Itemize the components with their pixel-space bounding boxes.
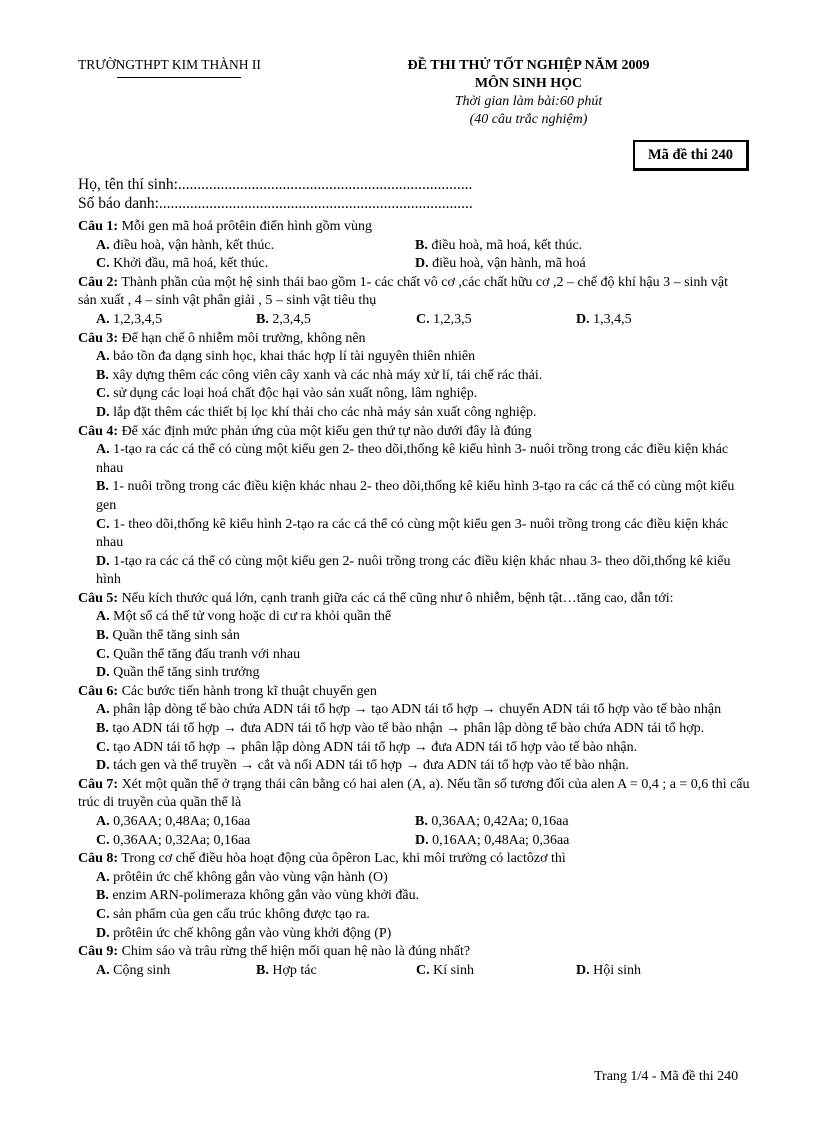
option-c: C. 0,36AA; 0,32Aa; 0,16aa <box>96 832 251 848</box>
option-d: D. điều hoà, vận hành, mã hoá <box>415 256 586 272</box>
question-text: Thành phần của một hệ sinh thái bao gồm 1- các chất vô cơ ,các chất hữu cơ ,2 – chế độ khí hậu 3 – sinh vật sản xuất , 4 – sinh vật phân giải , 5 – sinh vật tiêu thụ <box>78 274 729 309</box>
question-label: Câu 6: <box>78 683 119 699</box>
option-d: D. 1-tạo ra các cá thể có cùng một kiểu gen 2- nuôi trồng trong các điều kiện khác nhau 3- theo dõi,thống kê kiểu hình <box>96 553 731 588</box>
subject-title: MÔN SINH HỌC <box>474 76 583 91</box>
question-label: Câu 5: <box>78 590 119 606</box>
school-name: TRƯỜNGTHPT KIM THÀNH II <box>78 57 261 72</box>
option-a: A. điều hoà, vận hành, kết thúc. <box>96 237 275 253</box>
option-a: A. 1,2,3,4,5 <box>96 311 163 327</box>
option-b: B. 0,36AA; 0,42Aa; 0,16aa <box>415 814 569 829</box>
exam-title: ĐỀ THI THỬ TỐT NGHIỆP NĂM 2009 <box>407 58 650 73</box>
option-b: B. Hợp tác <box>256 962 317 978</box>
question-label: Câu 9: <box>78 944 119 960</box>
question-text: Để xác định mức phản ứng của một kiểu gen thứ tự nào dưới đây là đúng <box>118 423 532 439</box>
question-count: (40 câu trắc nghiệm) <box>469 112 588 127</box>
question-label: Câu 3: <box>78 330 119 346</box>
candidate-name-field: Họ, tên thí sinh:............................................................................ <box>78 176 473 193</box>
question-2 <box>78 274 750 330</box>
question-label: Câu 8: <box>78 851 119 867</box>
question-label: Câu 4: <box>78 423 119 439</box>
option-c: C. Quần thể tăng đấu tranh với nhau <box>96 646 301 662</box>
question-text: Xét một quần thể ở trạng thái cân bằng có hai alen (A, a). Nếu tần số tương đối của alen A = 0,4 ; a = 0,6 thì cấu trúc di truyền của quần thể là <box>78 776 750 811</box>
option-b: B. Quần thể tăng sinh sản <box>96 628 240 644</box>
option-b: B. 2,3,4,5 <box>256 311 311 327</box>
question-5 <box>78 590 750 683</box>
exam-duration: Thời gian làm bài:60 phút <box>454 94 603 109</box>
option-c: C. 1- theo dõi,thống kê kiểu hình 2-tạo ra các cá thể có cùng một kiểu gen 3- nuôi trồng trong các điều kiện khác nhau <box>96 516 729 551</box>
option-d: D. lắp đặt thêm các thiết bị lọc khí thải cho các nhà máy sản xuất công nghiệp. <box>96 404 537 420</box>
page-footer: Trang 1/4 - Mã đề thi 240 <box>594 1069 739 1084</box>
option-b: B. enzim ARN-polimeraza không gắn vào vùng khởi đầu. <box>96 888 420 904</box>
option-b: B. tạo ADN tái tổ hợp → đưa ADN tái tổ hợp vào tế bào nhận → phân lập dòng tế bào chứa ADN tái tổ hợp. <box>96 721 705 737</box>
option-c: C. sản phẩm của gen cấu trúc không được tạo ra. <box>96 906 370 922</box>
exam-title-block <box>386 57 671 129</box>
option-a: A. bảo tồn đa dạng sinh học, khai thác hợp lí tài nguyên thiên nhiên <box>96 349 476 365</box>
option-d: D. prôtêin ức chế không gắn vào vùng khởi động (P) <box>96 925 392 941</box>
question-text: Trong cơ chế điều hòa hoạt động của ôpêron Lac, khi môi trường có lactôzơ thì <box>118 851 566 867</box>
question-3 <box>78 330 750 423</box>
exam-code-box: Mã đề thi 240 <box>633 140 749 171</box>
option-d: D. Hội sinh <box>576 962 641 978</box>
question-text: Để hạn chế ô nhiễm môi trường, không nên <box>118 330 366 346</box>
option-a: A. 0,36AA; 0,48Aa; 0,16aa <box>96 814 251 829</box>
question-list <box>78 218 750 980</box>
option-b: B. 1- nuôi trồng trong các điều kiện khác nhau 2- theo dõi,thống kê kiểu hình 3-tạo ra các cá thể có cùng một kiểu gen <box>96 479 735 513</box>
question-text: Nếu kích thước quá lớn, cạnh tranh giữa các cá thể cũng như ô nhiễm, bệnh tật…tăng cao, dẫn tới: <box>118 590 674 606</box>
question-7 <box>78 776 750 850</box>
option-d: D. tách gen và thể truyền → cắt và nối ADN tái tổ hợp → đưa ADN tái tổ hợp vào tế bào nhận. <box>96 758 629 774</box>
option-a: A. Cộng sinh <box>96 962 171 978</box>
question-label: Câu 2: <box>78 274 119 290</box>
option-a: A. phân lập dòng tế bào chứa ADN tái tổ hợp → tạo ADN tái tổ hợp → chuyển ADN tái tổ hợp vào tế bào nhận <box>96 702 722 718</box>
option-b: B. xây dựng thêm các công viên cây xanh và các nhà máy xử lí, tái chế rác thải. <box>96 367 543 383</box>
question-text: Chim sáo và trâu rừng thể hiện mối quan hệ nào là đúng nhất? <box>118 944 471 960</box>
question-8 <box>78 850 750 943</box>
option-b: B. điều hoà, mã hoá, kết thúc. <box>415 237 583 253</box>
candidate-id-field: Số báo danh:................................................................................. <box>78 195 473 212</box>
option-c: C. tạo ADN tái tổ hợp → phân lập dòng ADN tái tổ hợp → đưa ADN tái tổ hợp vào tế bào nhận. <box>96 739 638 755</box>
question-text: Mỗi gen mã hoá prôtêin điển hình gồm vùng <box>118 219 372 234</box>
question-6 <box>78 683 750 776</box>
question-label: Câu 7: <box>78 776 119 792</box>
option-a: A. prôtêin ức chế không gắn vào vùng vận hành (O) <box>96 869 388 885</box>
option-a: A. 1-tạo ra các cá thể có cùng một kiểu gen 2- theo dõi,thống kê kiểu hình 3- nuôi trồng trong các điều kiện khác nhau <box>96 442 729 476</box>
option-c: C. sử dụng các loại hoá chất độc hại vào sản xuất nông, lâm nghiệp. <box>96 386 478 402</box>
option-d: D. Quần thể tăng sinh trưởng <box>96 665 260 681</box>
question-label: Câu 1: <box>78 219 119 234</box>
question-1 <box>78 218 750 274</box>
question-9 <box>78 943 750 980</box>
school-underline <box>117 77 241 78</box>
question-4 <box>78 423 750 590</box>
option-d: D. 1,3,4,5 <box>576 311 632 327</box>
option-d: D. 0,16AA; 0,48Aa; 0,36aa <box>415 832 570 848</box>
option-c: C. 1,2,3,5 <box>416 311 472 327</box>
option-a: A. Một số cá thể tử vong hoặc di cư ra khỏi quần thể <box>96 609 392 625</box>
question-text: Các bước tiến hành trong kĩ thuật chuyển gen <box>118 683 377 699</box>
option-c: C. Kí sinh <box>416 962 474 978</box>
option-c: C. Khởi đầu, mã hoá, kết thúc. <box>96 256 269 272</box>
